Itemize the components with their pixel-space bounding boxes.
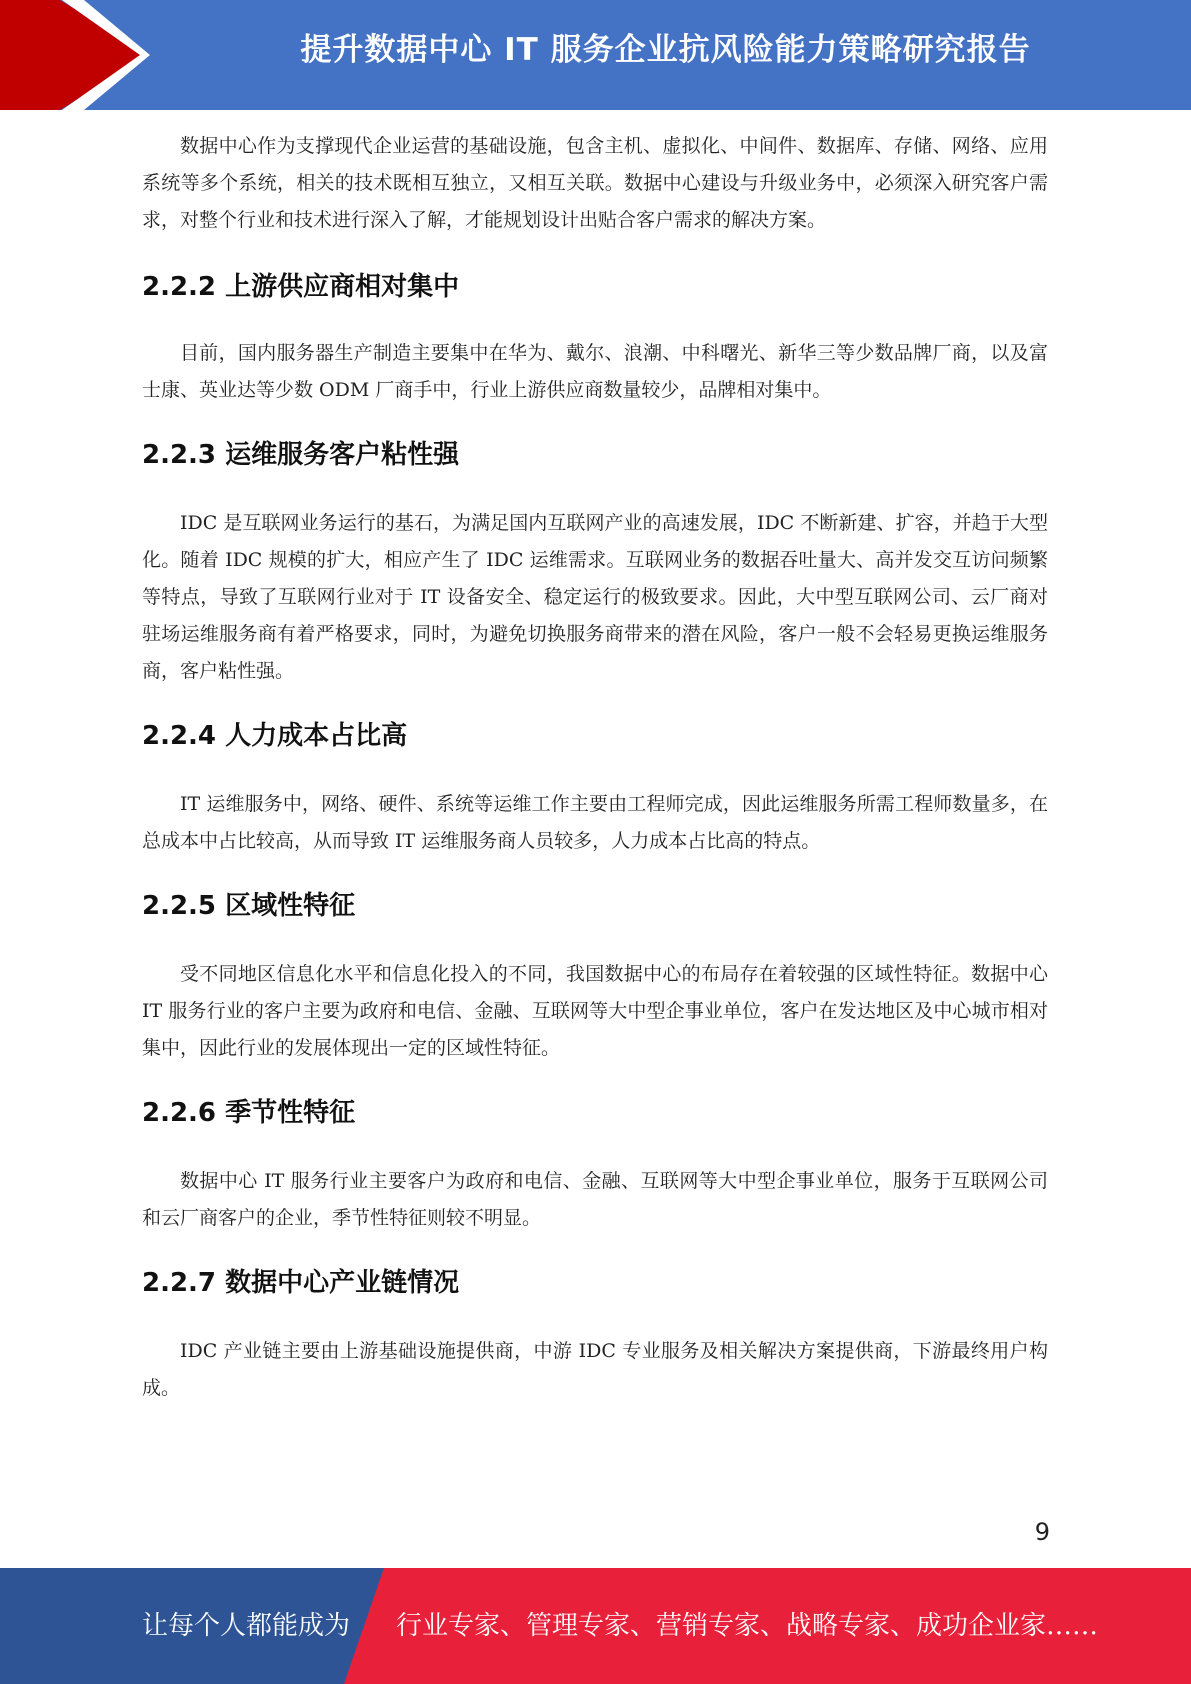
section-heading-2-2-6: 2.2.6 季节性特征 xyxy=(142,1098,356,1128)
section-heading-2-2-4: 2.2.4 人力成本占比高 xyxy=(142,721,408,751)
section-heading-2-2-7: 2.2.7 数据中心产业链情况 xyxy=(142,1268,460,1298)
section-paragraph-2-2-4: IT 运维服务中，网络、硬件、系统等运维工作主要由工程师完成，因此运维服务所需工程师数量多，在总成本中占比较高，从而导致 IT 运维服务商人员较多，人力成本占比高的特点。 xyxy=(142,793,1048,852)
section-paragraph-2-2-7: IDC 产业链主要由上游基础设施提供商，中游 IDC 专业服务及相关解决方案提供商，下游最终用户构成。 xyxy=(142,1340,1048,1399)
footer-banner xyxy=(0,1568,1191,1684)
header-banner xyxy=(0,0,1191,110)
section-heading-2-2-5: 2.2.5 区域性特征 xyxy=(142,891,356,921)
section-heading-2-2-2: 2.2.2 上游供应商相对集中 xyxy=(142,272,460,302)
section-paragraph-2-2-5: 受不同地区信息化水平和信息化投入的不同，我国数据中心的布局存在着较强的区域性特征。数据中心 IT 服务行业的客户主要为政府和电信、金融、互联网等大中型企事业单位，客户在发达地区及中心城市相对集中，因此行业的发展体现出一定的区域性特征。 xyxy=(142,963,1048,1059)
section-paragraph-2-2-3: IDC 是互联网业务运行的基石，为满足国内互联网产业的高速发展，IDC 不断新建、扩容，并趋于大型化。随着 IDC 规模的扩大，相应产生了 IDC 运维需求。互联网业务的数据吞吐量大、高并发交互访问频繁等特点，导致了互联网行业对于 IT 设备安全、稳定运行的极致要求。因此，大中型互联网公司、云厂商对驻场运维服务商有着严格要求，同时，为避免切换服务商带来的潜在风险，客户一般不会轻易更换运维服务商，客户粘性强。 xyxy=(142,512,1048,682)
section-paragraph-2-2-6: 数据中心 IT 服务行业主要客户为政府和电信、金融、互联网等大中型企事业单位，服务于互联网公司和云厂商客户的企业，季节性特征则较不明显。 xyxy=(142,1170,1048,1229)
intro-paragraph: 数据中心作为支撑现代企业运营的基础设施，包含主机、虚拟化、中间件、数据库、存储、网络、应用系统等多个系统，相关的技术既相互独立，又相互关联。数据中心建设与升级业务中，必须深入研究客户需求，对整个行业和技术进行深入了解，才能规划设计出贴合客户需求的解决方案。 xyxy=(142,135,1048,231)
footer-slogan-left: 让每个人都能成为 xyxy=(142,1611,351,1641)
report-title: 提升数据中心 IT 服务企业抗风险能力策略研究报告 xyxy=(300,32,1031,68)
page-content xyxy=(142,128,1048,1407)
section-heading-2-2-3: 2.2.3 运维服务客户粘性强 xyxy=(142,440,460,470)
footer-slogan-right: 行业专家、管理专家、营销专家、战略专家、成功企业家…… xyxy=(396,1611,1099,1641)
section-paragraph-2-2-2: 目前，国内服务器生产制造主要集中在华为、戴尔、浪潮、中科曙光、新华三等少数品牌厂商，以及富士康、英业达等少数 ODM 厂商手中，行业上游供应商数量较少，品牌相对集中。 xyxy=(142,342,1048,401)
page-number: 9 xyxy=(1034,1518,1050,1546)
